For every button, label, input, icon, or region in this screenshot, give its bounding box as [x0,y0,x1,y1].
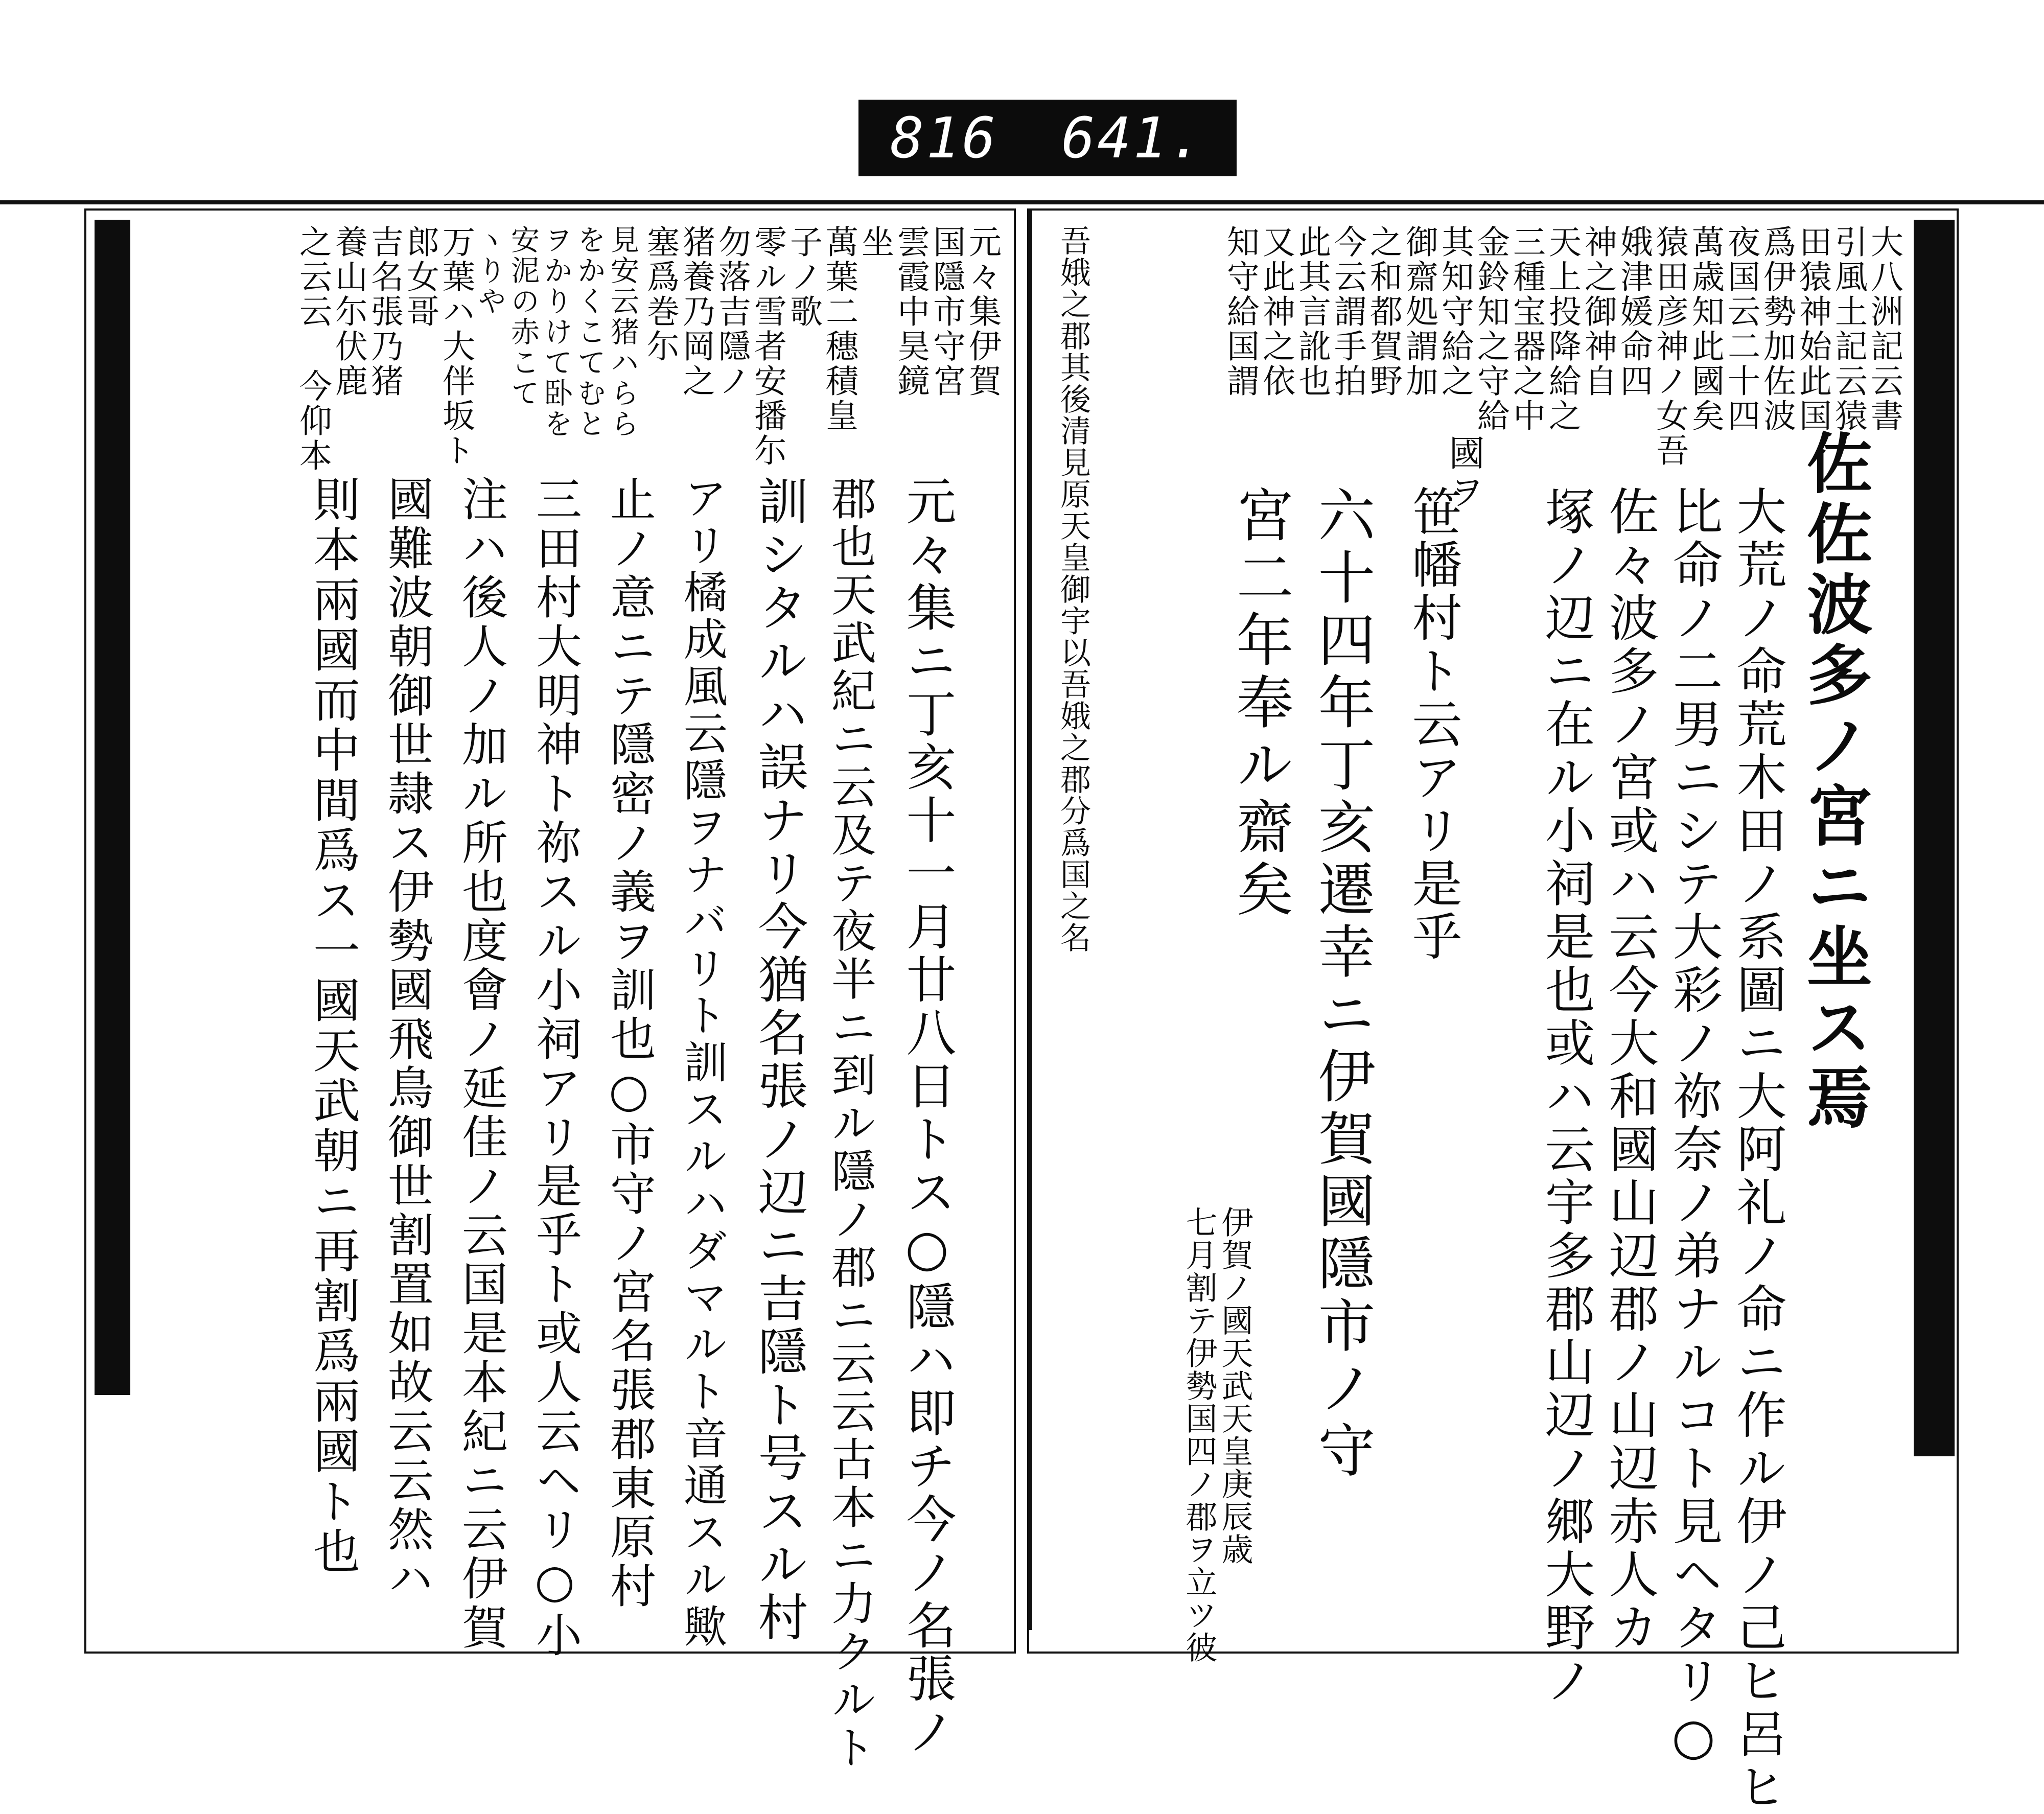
right-note-col: 三種宝器之中 [1507,225,1545,433]
main-text-line: 宮二年奉ル齋矣 [1227,485,1293,922]
right-note-col: 御齋処謂加 [1400,225,1438,399]
left-note-col: をかくこてむと [573,225,606,439]
sub-note-line: 七月割テ伊勢国四ノ郡ヲ立ツ彼 [1180,1206,1218,1664]
left-note-col: 猪養乃岡之 [677,225,715,399]
left-note-col: 子ノ歌 [784,225,822,329]
right-note-col: 引風土記云猿 [1829,225,1867,433]
left-note-col: ヽりや [473,225,506,317]
left-note-col: 塞爲巻尓 [641,225,679,364]
left-note-col: 見安云猪ハらら [606,225,639,439]
left-note-col: ヲかりけて卧を [540,225,573,439]
left-note-col: 国隱市守宮 [927,225,965,399]
archive-number-right: 641. [1061,105,1205,171]
shrine-title: 佐佐波多ノ宮ニ坐ス焉 [1796,429,1872,1134]
right-note-col: 今云謂手拍 [1329,225,1366,399]
main-text-line: 大荒ノ命荒木田ノ系圖ニ大阿礼ノ命ニ作ル伊ノ己ヒ呂ヒ [1728,485,1786,1814]
main-text-line: 三田村大明神ト祢スル小祠アリ是乎ト或人云ヘリ○小 [528,475,582,1660]
sub-note-line: 伊賀ノ國天武天皇庚辰歳 [1216,1206,1253,1566]
page-top-line [0,200,2044,204]
right-note-col: 萬歳知此國矣 [1686,225,1724,433]
left-note-col: 吉名張乃猪 [365,225,403,399]
left-note-col: 零ル雪者安播尓 [749,225,786,468]
right-note-col: 天上投降給之 [1543,225,1581,433]
right-note-col: 神之御神自 [1579,225,1617,399]
archive-number-left: 816 [890,105,998,171]
right-note-col: 娥津媛命四 [1615,225,1653,399]
main-text-line: 笹幡村ト云アリ是乎 [1404,485,1462,964]
left-note-col: 坐 [856,225,894,260]
left-note-col: 郎女哥 [401,225,439,329]
left-note-col: 養山尓伏鹿 [330,225,367,399]
book-spine [1027,210,1032,1630]
left-note-col: 雲霞中昊鏡 [892,225,930,399]
right-note-col: 猿田彦神ノ女吾 [1651,225,1688,468]
left-note-col: 万葉ハ大伴坂ト [437,225,475,468]
main-text-line: 則本兩國而中間爲ス一國天武朝ニ再割爲兩國ト也 [306,475,360,1577]
main-text-line: 元々集ニ丁亥十一月廿八日トス○隱ハ即チ今ノ名張ノ [898,475,956,1759]
main-text-fragment: 國ヲ [1443,434,1485,512]
right-book-edge [1914,220,1955,1456]
main-text-line: 比命ノ二男ニシテ大彩ノ祢奈ノ弟ナルコト見ヘタリ○ [1664,485,1723,1769]
right-note-col: 爲伊勢加佐波 [1758,225,1796,433]
right-note-col: 大八洲記云書 [1865,225,1903,433]
right-note-col: 田猿神始此国 [1794,225,1831,433]
archive-number-label [858,100,1237,176]
left-note-col: 勿落吉隱ノ [713,225,751,399]
right-note-long-col: 吾娥之郡其後清見原天皇御宇以吾娥之郡分爲国之名 [1055,225,1091,953]
right-note-col: 此其言訛也 [1293,225,1331,399]
left-note-col: 元々集伊賀 [963,225,1001,399]
right-note-col: 知守給国謂 [1221,225,1259,399]
right-note-col: 金鈴知之守給 [1472,225,1509,433]
right-note-col: 之和都賀野 [1364,225,1402,399]
main-text-line: 止ノ意ニテ隱密ノ義ヲ訓也○市守ノ宮名張郡東原村 [602,475,656,1611]
main-text-line: アリ橘成風云隱ヲナバリト訓スルハダマルト音通スル歟 [676,475,727,1650]
left-note-col: 安泥の赤こて [506,225,540,409]
main-text-line: 佐々波多ノ宮或ハ云今大和國山辺郡ノ山辺赤人カ [1600,485,1659,1655]
main-text-line: 國難波朝御世隷ス伊勢國飛鳥御世割置如故云云然ハ [380,475,433,1603]
main-text-line: 六十四年丁亥遷幸ニ伊賀國隱市ノ守 [1309,485,1375,1483]
main-text-line: 郡也天武紀ニ云及テ夜半ニ到ル隱ノ郡ニ云云古本ニ力クルト [824,475,877,1772]
main-text-line: 注ハ後人ノ加ル所也度會ノ延佳ノ云国是本紀ニ云伊賀 [454,475,507,1653]
right-note-col: 夜国云二十四 [1722,225,1760,433]
main-text-line: 訓シタルハ誤ナリ今猶名張ノ辺ニ吉隱ト号スル村 [750,475,808,1644]
left-note-col: 萬葉二穗積皇 [820,225,858,433]
main-text-line: 塚ノ辺ニ在ル小祠是也或ハ云宇多郡山辺ノ郷大野ノ [1537,485,1595,1708]
right-note-col: 其知守給之 [1436,225,1474,399]
right-note-col: 又此神之依 [1257,225,1295,399]
left-book-edge [95,220,130,1395]
left-note-col: 之云云 今仰本 [294,225,332,473]
